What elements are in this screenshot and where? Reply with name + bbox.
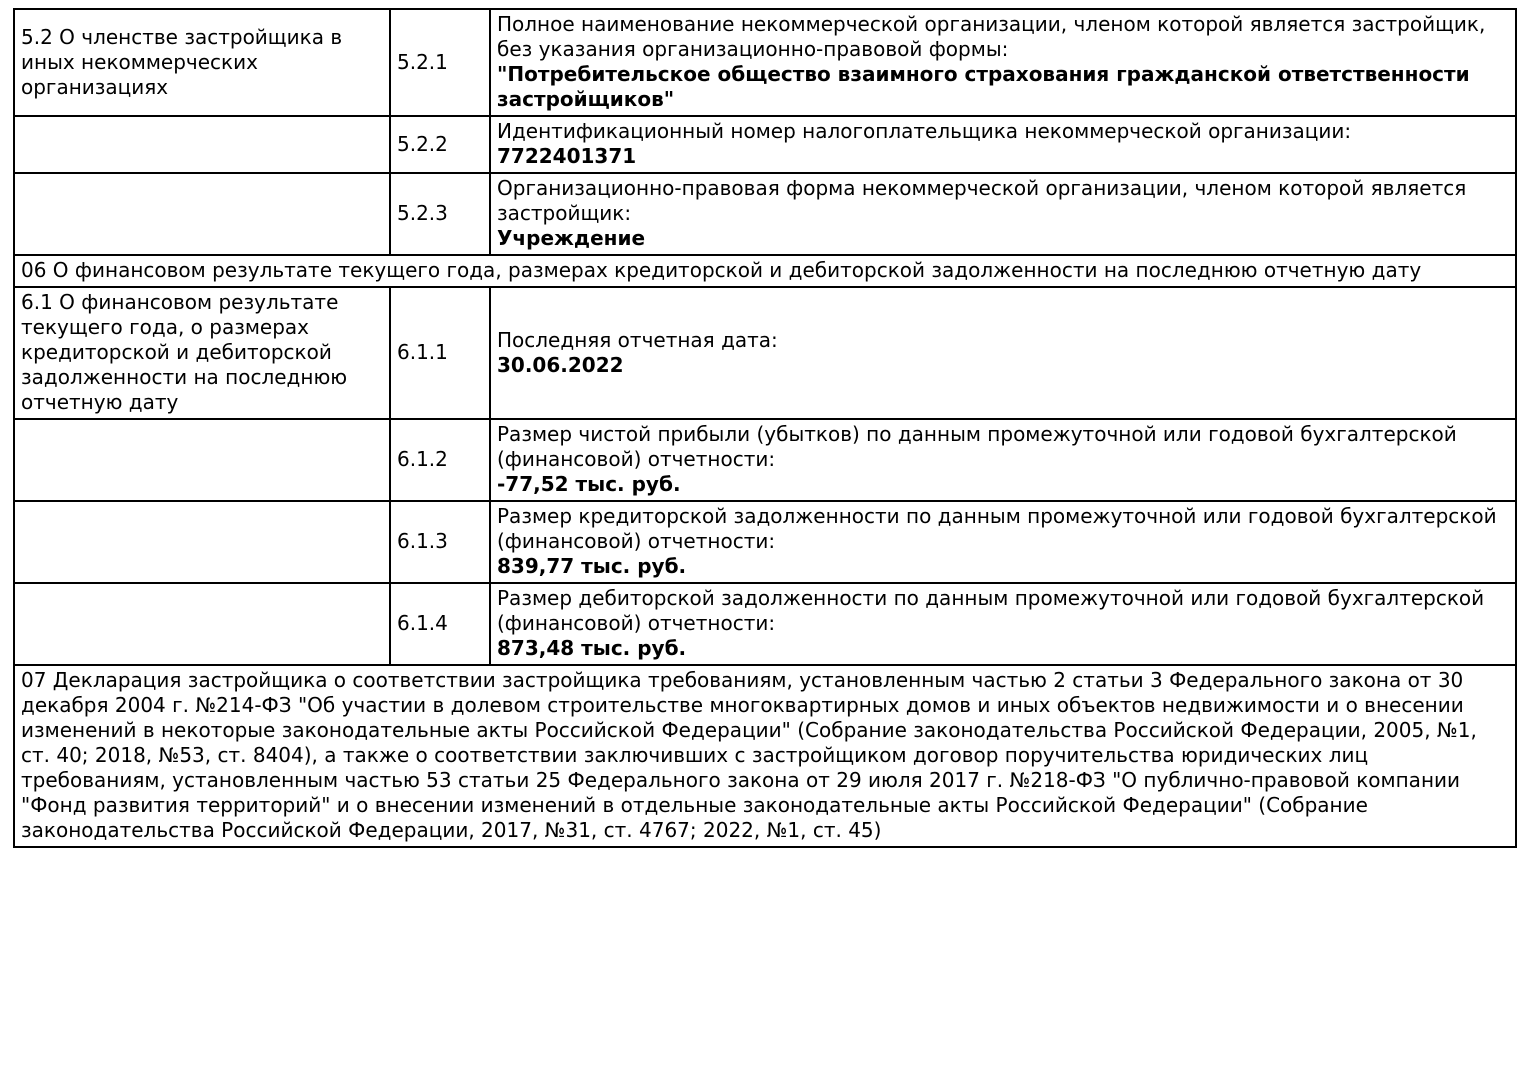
- row-number: 5.2.2: [397, 131, 448, 156]
- row-number-cell: [390, 583, 490, 665]
- row-number: 5.2.3: [397, 201, 448, 225]
- field-description: Организационно-правовая форма некоммерческой организации, членом которой является застройщик:: [497, 176, 1467, 225]
- field-description: Идентификационный номер налогоплательщика некоммерческой организации:: [497, 119, 1352, 143]
- table-row: [14, 501, 1516, 583]
- row-label-cell-empty: [14, 501, 390, 583]
- row-number: 5.2.1: [397, 49, 448, 74]
- section-header-06: 06 О финансовом результате текущего года, размерах кредиторской и дебиторской задолженности на последнюю отчетную дату: [14, 255, 1516, 287]
- row-number-cell: [390, 173, 490, 255]
- row-label-cell: [14, 287, 390, 419]
- field-value: -77,52 тыс. руб.: [497, 472, 681, 496]
- row-content-cell: [490, 583, 1516, 665]
- row-number: 6.1.4: [397, 611, 448, 635]
- row-number: 6.1.2: [397, 447, 448, 471]
- row-content-cell: [490, 173, 1516, 255]
- field-description: Полное наименование некоммерческой организации, членом которой является застройщик, без указания организационно-правовой формы:: [497, 12, 1486, 61]
- table-row: [14, 116, 1516, 173]
- declaration-table: [13, 8, 1517, 848]
- section-label: 6.1 О финансовом результате текущего года, о размерах кредиторской и дебиторской задолженности на последнюю отчетную дату: [21, 290, 348, 414]
- row-content-cell: [490, 116, 1516, 173]
- row-label-cell-empty: [14, 116, 390, 173]
- row-number-cell: [390, 287, 490, 419]
- row-number: 6.1.3: [397, 529, 448, 553]
- row-number-cell: [390, 116, 490, 173]
- row-label-cell-empty: [14, 583, 390, 665]
- field-description: Размер кредиторской задолженности по данным промежуточной или годовой бухгалтерской (финансовой) отчетности:: [497, 504, 1497, 553]
- table-row: [14, 9, 1516, 116]
- row-number: 6.1.1: [397, 340, 448, 364]
- row-content-cell: [490, 419, 1516, 501]
- field-value: 873,48 тыс. руб.: [497, 636, 687, 660]
- field-description: Размер чистой прибыли (убытков) по данным промежуточной или годовой бухгалтерской (финансовой) отчетности:: [497, 422, 1457, 471]
- row-number-cell: [390, 501, 490, 583]
- row-number-cell: [390, 9, 490, 116]
- row-content-cell: [490, 501, 1516, 583]
- table-row: [14, 173, 1516, 255]
- table-row: [14, 255, 1516, 287]
- row-label-cell-empty: [14, 173, 390, 255]
- field-value: "Потребительское общество взаимного страхования гражданской ответственности застройщиков": [497, 62, 1470, 111]
- field-description: Последняя отчетная дата:: [497, 327, 778, 352]
- section-label: 5.2 О членстве застройщика в иных некоммерческих организациях: [21, 24, 343, 99]
- table-row: [14, 665, 1516, 847]
- field-value: 30.06.2022: [497, 352, 624, 377]
- field-value: Учреждение: [497, 226, 646, 250]
- row-content-cell: [490, 287, 1516, 419]
- field-description: Размер дебиторской задолженности по данным промежуточной или годовой бухгалтерской (финансовой) отчетности:: [497, 586, 1485, 635]
- row-content-cell: [490, 9, 1516, 116]
- field-value: 839,77 тыс. руб.: [497, 554, 687, 578]
- row-label-cell-empty: [14, 419, 390, 501]
- table-row: [14, 287, 1516, 419]
- section-header-07: 07 Декларация застройщика о соответствии застройщика требованиям, установленным частью 2 статьи 3 Федерального закона от 30 декабря 2004 г. №214-ФЗ "Об участии в долевом строительстве многоквартирных домов и иных объектов недвижимости и о внесении изменений в некоторые законодательные акты Российской Федерации" (Собрание законодательства Российской Федерации, 2005, №1, ст. 40; 2018, №53, ст. 8404), а также о соответствии заключивших с застройщиком договор поручительства юридических лиц требованиям, установленным частью 53 статьи 25 Федерального закона от 29 июля 2017 г. №218-ФЗ "О публично-правовой компании "Фонд развития территорий" и о внесении изменений в отдельные законодательные акты Российской Федерации" (Собрание законодательства Российской Федерации, 2017, №31, ст. 4767; 2022, №1, ст. 45): [14, 665, 1516, 847]
- table-row: [14, 583, 1516, 665]
- row-label-cell: [14, 9, 390, 116]
- table-row: [14, 419, 1516, 501]
- field-value: 7722401371: [497, 144, 637, 168]
- row-number-cell: [390, 419, 490, 501]
